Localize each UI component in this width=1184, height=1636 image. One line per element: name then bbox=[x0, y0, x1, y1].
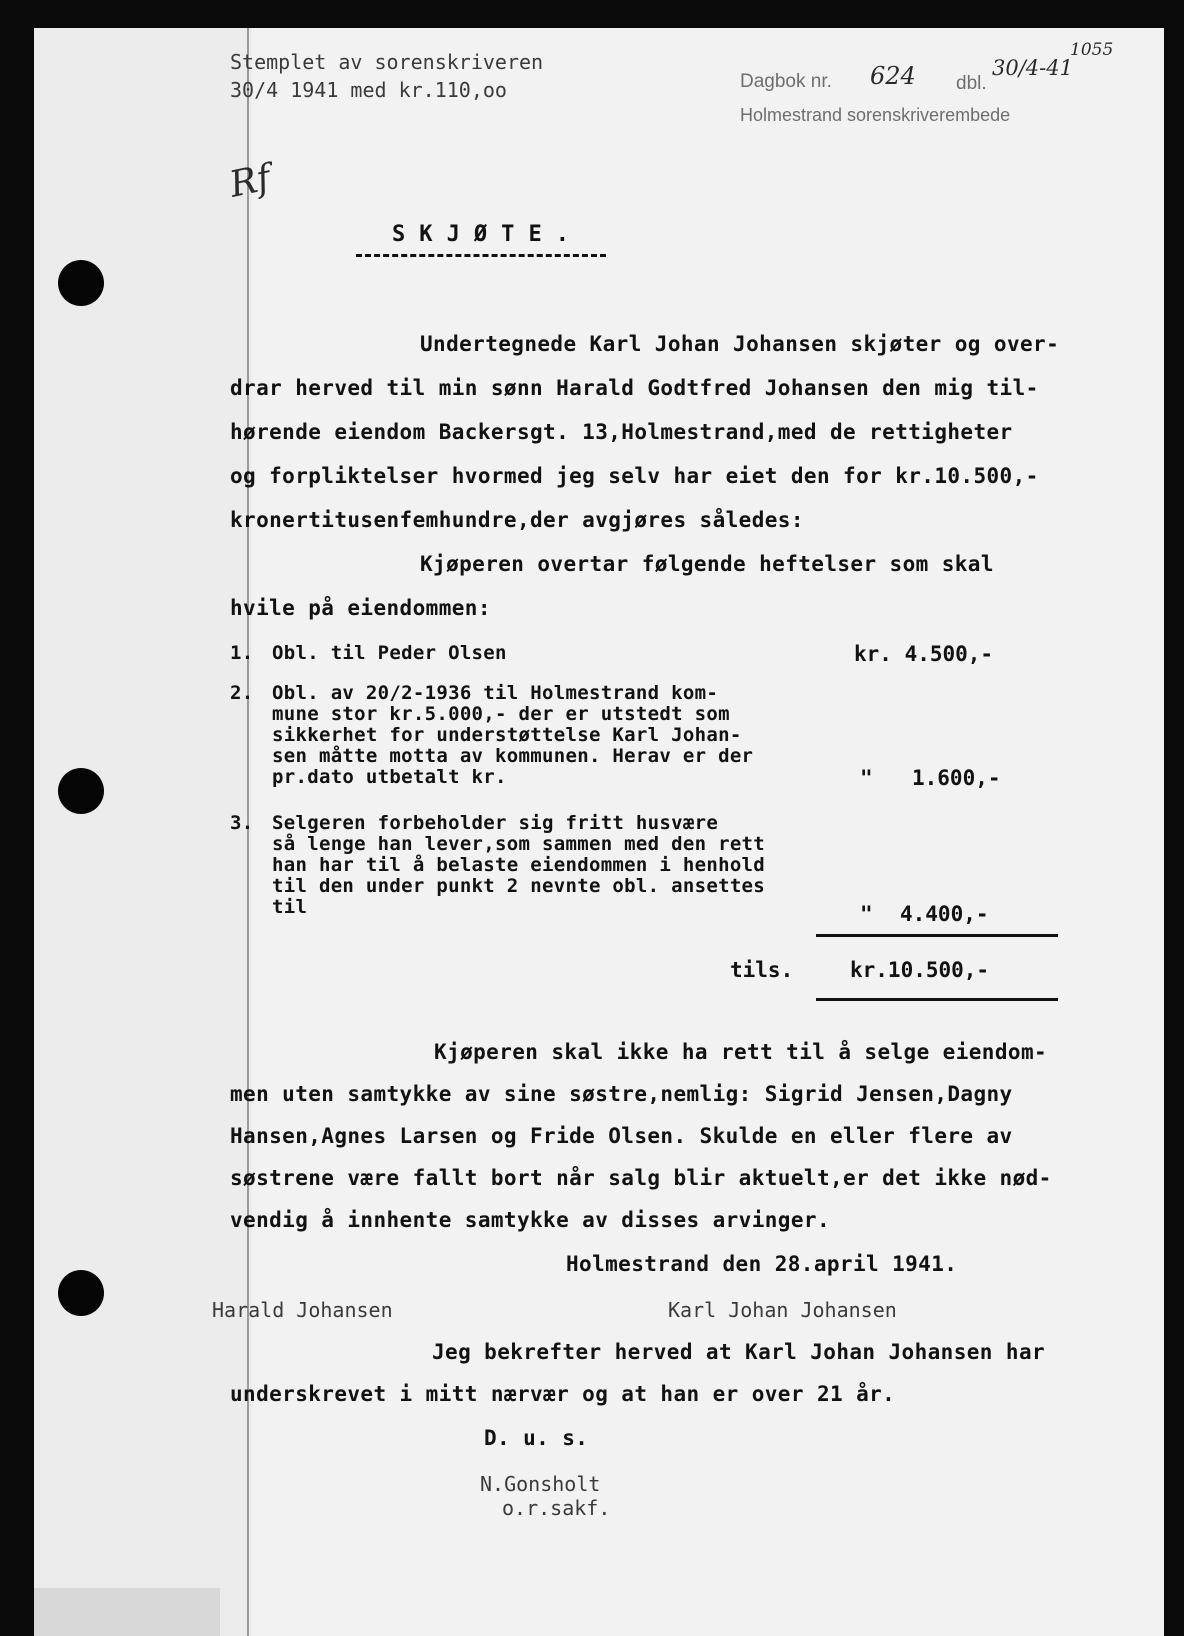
witness-line: Jeg bekrefter herved at Karl Johan Johansen har bbox=[432, 1340, 1046, 1364]
body-line: Undertegnede Karl Johan Johansen skjøter og over- bbox=[420, 332, 1060, 356]
signer-name: N.Gonsholt bbox=[480, 1472, 601, 1496]
item-line: Obl. av 20/2-1936 til Holmestrand kom- bbox=[272, 682, 719, 704]
total-rule bbox=[816, 998, 1058, 1001]
ditto-mark: " bbox=[860, 902, 873, 926]
item-line: så lenge han lever,som sammen med den rett bbox=[272, 833, 766, 855]
body-line: og forpliktelser hvormed jeg selv har eiet den for kr.10.500,- bbox=[230, 464, 1039, 488]
punch-hole-icon bbox=[58, 1270, 104, 1316]
item-line: til den under punkt 2 nevnte obl. ansettes bbox=[272, 875, 766, 897]
stamp-note-line-2: 30/4 1941 med kr.110,oo bbox=[230, 78, 507, 102]
item-line: Obl. til Peder Olsen bbox=[272, 642, 507, 664]
signer-title: o.r.sakf. bbox=[502, 1496, 611, 1520]
place-date: Holmestrand den 28.april 1941. bbox=[566, 1252, 958, 1276]
item-line: Selgeren forbeholder sig fritt husvære bbox=[272, 812, 719, 834]
body-line: men uten samtykke av sine søstre,nemlig: Sigrid Jensen,Dagny bbox=[230, 1082, 1013, 1106]
item-number: 1. bbox=[230, 642, 254, 664]
item-line: mune stor kr.5.000,- der er utstedt som bbox=[272, 703, 730, 725]
dbl-value: 30/4-41 bbox=[992, 56, 1073, 80]
punch-hole-icon bbox=[58, 768, 104, 814]
item-amount: 1.600,- bbox=[912, 766, 1001, 790]
body-line: Kjøperen overtar følgende heftelser som skal bbox=[420, 552, 994, 576]
dagbok-label: Dagbok nr. bbox=[740, 71, 832, 92]
office-stamp: Holmestrand sorenskriverembede bbox=[740, 105, 1011, 125]
document-page bbox=[34, 28, 1164, 1636]
item-number: 3. bbox=[230, 812, 254, 834]
signature-seller: Karl Johan Johansen bbox=[668, 1298, 897, 1322]
total-amount: kr.10.500,- bbox=[850, 958, 990, 982]
body-line: hørende eiendom Backersgt. 13,Holmestrand,med de rettigheter bbox=[230, 420, 1013, 444]
item-line: han har til å belaste eiendommen i henhold bbox=[272, 854, 766, 876]
dbl-label: dbl. bbox=[956, 73, 987, 94]
body-line: vendig å innhente samtykke av disses arvinger. bbox=[230, 1208, 830, 1232]
item-line: sikkerhet for understøttelse Karl Johan- bbox=[272, 724, 742, 746]
sum-rule bbox=[816, 934, 1058, 937]
document-title: S K J Ø T E . bbox=[392, 222, 570, 247]
item-line: til bbox=[272, 896, 308, 918]
item-amount: 4.400,- bbox=[900, 902, 989, 926]
dbl-extra: 1055 bbox=[1070, 40, 1114, 60]
closing: D. u. s. bbox=[484, 1426, 589, 1450]
item-line: pr.dato utbetalt kr. bbox=[272, 766, 507, 788]
item-amount: kr. 4.500,- bbox=[854, 642, 994, 666]
body-line: drar herved til min sønn Harald Godtfred Johansen den mig til- bbox=[230, 376, 1039, 400]
dagbok-number: 624 bbox=[870, 62, 916, 90]
page-tab bbox=[34, 1588, 220, 1636]
body-line: Hansen,Agnes Larsen og Fride Olsen. Skulde en eller flere av bbox=[230, 1124, 1013, 1148]
item-line: sen måtte motta av kommunen. Herav er der bbox=[272, 745, 754, 767]
title-underline bbox=[356, 254, 606, 257]
body-line: kronertitusenfemhundre,der avgjøres således: bbox=[230, 508, 804, 532]
body-line: Kjøperen skal ikke ha rett til å selge eiendom- bbox=[434, 1040, 1048, 1064]
punch-hole-icon bbox=[58, 260, 104, 306]
body-line: søstrene være fallt bort når salg blir aktuelt,er det ikke nød- bbox=[230, 1166, 1052, 1190]
witness-line: underskrevet i mitt nærvær og at han er over 21 år. bbox=[230, 1382, 896, 1406]
item-number: 2. bbox=[230, 682, 254, 704]
ditto-mark: " bbox=[860, 766, 873, 790]
body-line: hvile på eiendommen: bbox=[230, 596, 491, 620]
signature-buyer: Harald Johansen bbox=[212, 1298, 393, 1322]
total-label: tils. bbox=[730, 958, 794, 982]
handwritten-initials: Rf bbox=[226, 157, 275, 206]
stamp-note-line-1: Stemplet av sorenskriveren bbox=[230, 50, 544, 74]
